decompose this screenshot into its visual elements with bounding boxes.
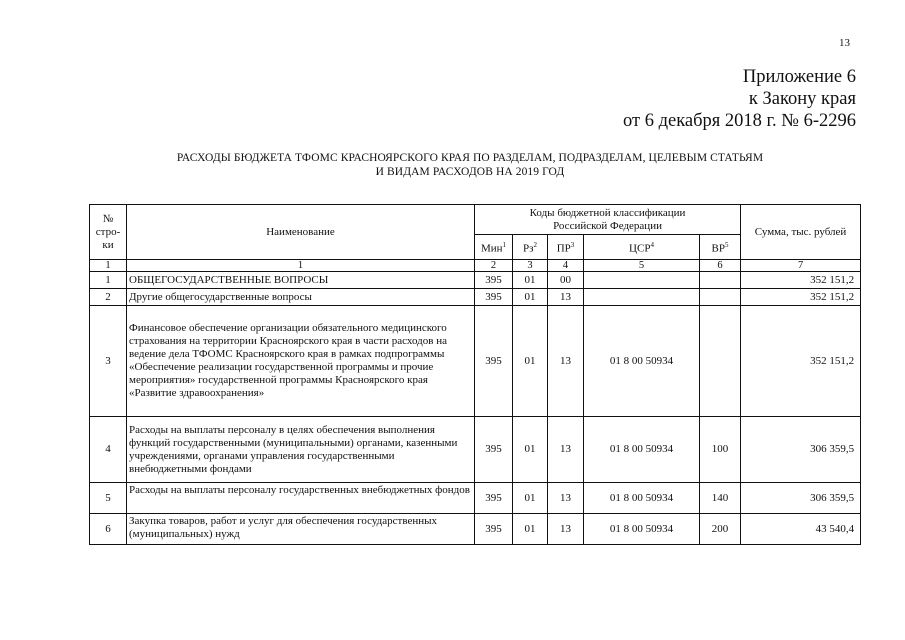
header-codes-line-2: Российской Федерации [553, 219, 662, 232]
row-vr: 100 [700, 417, 741, 483]
row-name: Расходы на выплаты персоналу в целях обеспечения выполнения функций государственными (муниципальными) органами, казенными учреждениями, органами управления государственными внебюджетными фондами [127, 417, 475, 483]
header-csr-footnote: 4 [650, 240, 654, 249]
header-min [475, 235, 513, 260]
header-row-no-line-1: № [102, 212, 114, 225]
column-number: 5 [584, 260, 700, 272]
table-row [90, 306, 861, 417]
row-pr: 13 [548, 306, 584, 417]
row-csr: 01 8 00 50934 [584, 417, 700, 483]
row-min: 395 [475, 306, 513, 417]
row-rz: 01 [513, 417, 548, 483]
row-min: 395 [475, 417, 513, 483]
header-row-no [90, 205, 127, 260]
column-number: 6 [700, 260, 741, 272]
row-rz: 01 [513, 306, 548, 417]
document-title-line-1: РАСХОДЫ БЮДЖЕТА ТФОМС КРАСНОЯРСКОГО КРАЯ ПО РАЗДЕЛАМ, ПОДРАЗДЕЛАМ, ЦЕЛЕВЫМ СТАТЬЯМ [176, 152, 764, 164]
column-number: 7 [741, 260, 861, 272]
column-number-row [90, 260, 861, 272]
header-sum: Сумма, тыс. рублей [741, 205, 861, 260]
budget-table [89, 204, 861, 545]
row-number: 2 [90, 289, 127, 306]
table-row [90, 514, 861, 545]
row-pr: 00 [548, 272, 584, 289]
row-rz: 01 [513, 483, 548, 514]
table-row [90, 483, 861, 514]
header-vr-footnote: 5 [725, 240, 729, 249]
table-row [90, 417, 861, 483]
row-name: ОБЩЕГОСУДАРСТВЕННЫЕ ВОПРОСЫ [127, 272, 475, 289]
row-csr: 01 8 00 50934 [584, 306, 700, 417]
row-sum: 43 540,4 [741, 514, 861, 545]
document-title-line-2: И ВИДАМ РАСХОДОВ НА 2019 ГОД [375, 166, 565, 178]
row-vr: 140 [700, 483, 741, 514]
table-row [90, 289, 861, 306]
row-sum: 306 359,5 [741, 483, 861, 514]
header-min-footnote: 1 [502, 240, 507, 249]
row-number: 5 [90, 483, 127, 514]
row-pr: 13 [548, 483, 584, 514]
row-rz: 01 [513, 289, 548, 306]
row-sum: 352 151,2 [741, 272, 861, 289]
document-title [120, 151, 820, 179]
appendix-heading [623, 66, 856, 132]
table-row [90, 272, 861, 289]
header-codes-group [475, 205, 741, 235]
header-vr-label: ВР [711, 242, 726, 255]
row-sum: 352 151,2 [741, 306, 861, 417]
appendix-line-3: от 6 декабря 2018 г. № 6-2296 [623, 111, 856, 131]
row-min: 395 [475, 289, 513, 306]
row-sum: 306 359,5 [741, 417, 861, 483]
header-vr [700, 235, 741, 260]
header-row-no-line-3: ки [102, 238, 114, 251]
header-name: Наименование [127, 205, 475, 260]
row-number: 6 [90, 514, 127, 545]
page-number: 13 [839, 37, 850, 49]
column-number: 1 [90, 260, 127, 272]
header-csr-label: ЦСР [629, 242, 651, 255]
header-csr [584, 235, 700, 260]
header-pr-label: ПР [556, 242, 571, 255]
row-rz: 01 [513, 514, 548, 545]
appendix-line-2: к Закону края [748, 89, 856, 109]
row-name: Расходы на выплаты персоналу государственных внебюджетных фондов [127, 483, 475, 514]
column-number: 1 [127, 260, 475, 272]
header-pr-footnote: 3 [570, 240, 575, 249]
row-vr [700, 272, 741, 289]
row-pr: 13 [548, 514, 584, 545]
row-pr: 13 [548, 417, 584, 483]
row-csr: 01 8 00 50934 [584, 483, 700, 514]
row-rz: 01 [513, 272, 548, 289]
row-number: 4 [90, 417, 127, 483]
row-number: 3 [90, 306, 127, 417]
header-pr [548, 235, 584, 260]
header-min-label: Мин [480, 242, 503, 255]
row-vr [700, 289, 741, 306]
row-csr [584, 289, 700, 306]
header-rz-label: Рз [523, 242, 534, 255]
row-min: 395 [475, 272, 513, 289]
column-number: 2 [475, 260, 513, 272]
header-row-no-line-2: стро- [95, 225, 121, 238]
table-header-row [90, 205, 861, 235]
row-vr [700, 306, 741, 417]
row-min: 395 [475, 483, 513, 514]
row-vr: 200 [700, 514, 741, 545]
appendix-line-1: Приложение 6 [742, 67, 856, 87]
row-name: Финансовое обеспечение организации обязательного медицинского страхования на территории Красноярского края в части расходов на ведение дела ТФОМС Красноярского края в рамках подпрограммы «Обеспечение реализации государственной программы и прочие мероприятия» государственной программы Красноярского края «Развитие здравоохранения» [127, 306, 475, 417]
row-name: Другие общегосударственные вопросы [127, 289, 475, 306]
row-pr: 13 [548, 289, 584, 306]
row-csr: 01 8 00 50934 [584, 514, 700, 545]
row-csr [584, 272, 700, 289]
header-rz-footnote: 2 [533, 240, 537, 249]
header-rz [513, 235, 548, 260]
header-codes-line-1: Коды бюджетной классификации [529, 206, 686, 219]
column-number: 4 [548, 260, 584, 272]
column-number: 3 [513, 260, 548, 272]
row-number: 1 [90, 272, 127, 289]
row-sum: 352 151,2 [741, 289, 861, 306]
row-min: 395 [475, 514, 513, 545]
row-name: Закупка товаров, работ и услуг для обеспечения государственных (муниципальных) нужд [127, 514, 475, 545]
